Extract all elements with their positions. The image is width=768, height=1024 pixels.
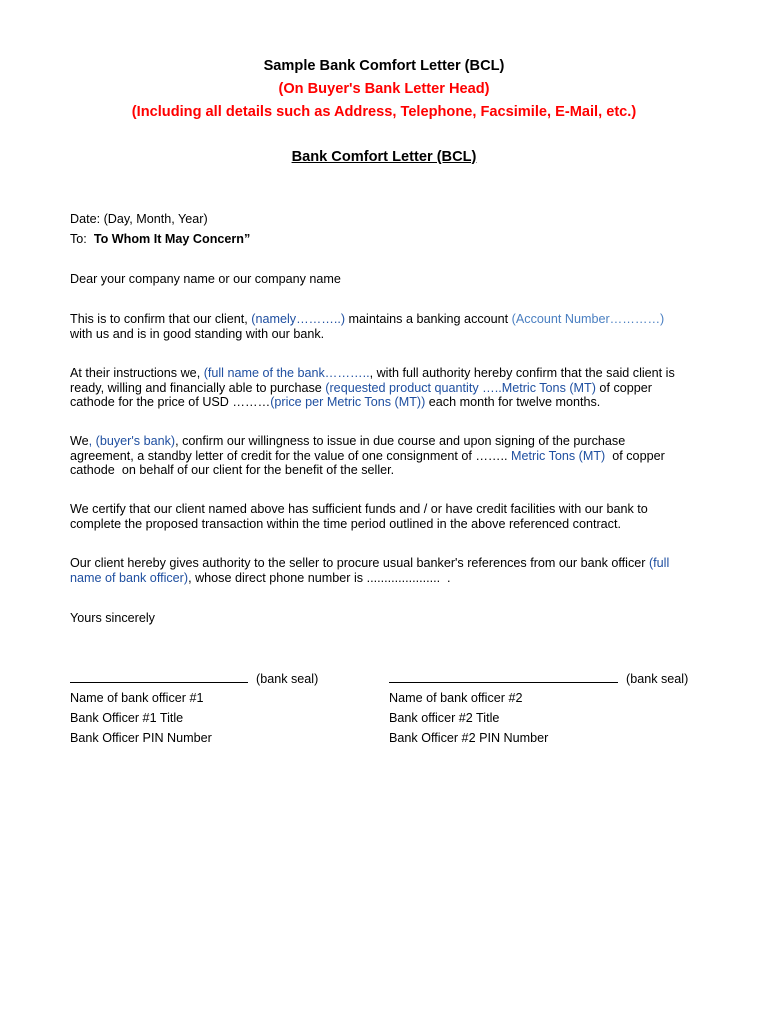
para2-text-i: each month for twelve months.	[425, 395, 601, 409]
signature-line-left	[70, 671, 318, 687]
para5-text-d: , whose direct phone number is ..................... .	[188, 570, 451, 585]
officer1-pin: Bank Officer PIN Number	[70, 731, 212, 745]
paragraph-funds	[70, 502, 692, 531]
para3-text-d: agreement, a standby letter of credit for the value of one consignment of ……..	[70, 448, 512, 463]
officer2-pin: Bank Officer #2 PIN Number	[389, 731, 549, 745]
para4-line1: We certify that our client named above has sufficient funds and / or have credit facilities with our bank to	[70, 502, 648, 516]
bank-officer-placeholder-b: name of bank officer)	[70, 570, 189, 585]
price-placeholder: (price per Metric Tons (MT))	[270, 395, 426, 409]
para4-line2: complete the proposed transaction within the time period outlined in the above referenced contract.	[70, 516, 621, 531]
paragraph-confirmation	[70, 312, 692, 341]
para2-text-d: ready, willing and financially able to purchase	[70, 380, 326, 395]
para2-text-g: cathode for the price of USD ………	[70, 395, 271, 409]
para1-text-a: This is to confirm that our client,	[70, 312, 252, 326]
para2-text-c: , with full authority hereby confirm that the said client is	[369, 366, 675, 380]
officer1-name: Name of bank officer #1	[70, 691, 204, 705]
para3-text-f: of copper	[605, 448, 665, 463]
para2-text-a: At their instructions we,	[70, 366, 204, 380]
para2-text-f: of copper	[595, 380, 652, 395]
bank-seal-left: (bank seal)	[256, 672, 319, 686]
bank-officer-placeholder-a: (full	[648, 556, 670, 570]
letterhead-details-note: (Including all details such as Address, Telephone, Facsimile, E-Mail, etc.)	[131, 104, 637, 120]
bank-seal-right: (bank seal)	[626, 672, 689, 686]
para3-line3: cathode on behalf of our client for the benefit of the seller.	[70, 463, 395, 477]
signature-line-right	[389, 671, 688, 687]
officer1-title: Bank Officer #1 Title	[70, 711, 184, 725]
officer2-name: Name of bank officer #2	[389, 691, 523, 705]
para5-text-a: Our client hereby gives authority to the seller to procure usual banker's references from our bank officer	[70, 556, 649, 570]
date-line: Date: (Day, Month, Year)	[70, 212, 208, 226]
account-number-placeholder: (Account Number…………)	[511, 312, 665, 326]
recipient-line	[70, 232, 692, 247]
para1-text-c: maintains a banking account	[345, 312, 512, 326]
paragraph-instructions	[70, 366, 692, 410]
client-name-placeholder: (namely………..)	[251, 312, 346, 326]
para1-line2: with us and is in good standing with our bank.	[70, 326, 325, 341]
recipient-value: To Whom It May Concern”	[93, 232, 251, 246]
paragraph-authority	[70, 556, 692, 585]
document-heading: Sample Bank Comfort Letter (BCL)	[263, 58, 505, 74]
signature-rule-right	[389, 671, 618, 683]
recipient-prefix: To:	[70, 232, 94, 246]
para3-text-c: , confirm our willingness to issue in due course and upon signing of the purchase	[175, 434, 626, 448]
closing: Yours sincerely	[70, 611, 155, 625]
metric-tons-placeholder: Metric Tons (MT)	[511, 448, 606, 463]
salutation: Dear your company name or our company name	[70, 272, 341, 286]
paragraph-standby-letter	[70, 434, 692, 478]
officer2-title: Bank officer #2 Title	[389, 711, 500, 725]
product-quantity-placeholder: (requested product quantity …..Metric Tons (MT)	[325, 380, 596, 395]
bank-name-placeholder: (full name of the bank………..	[203, 366, 370, 380]
letter-title	[0, 149, 768, 166]
buyers-bank-placeholder: , (buyer's bank)	[88, 434, 176, 448]
signature-rule-left	[70, 671, 248, 683]
para3-text-a: We	[70, 434, 89, 448]
letter-title-text: Bank Comfort Letter (BCL)	[291, 149, 477, 165]
letterhead-note: (On Buyer's Bank Letter Head)	[278, 81, 490, 97]
